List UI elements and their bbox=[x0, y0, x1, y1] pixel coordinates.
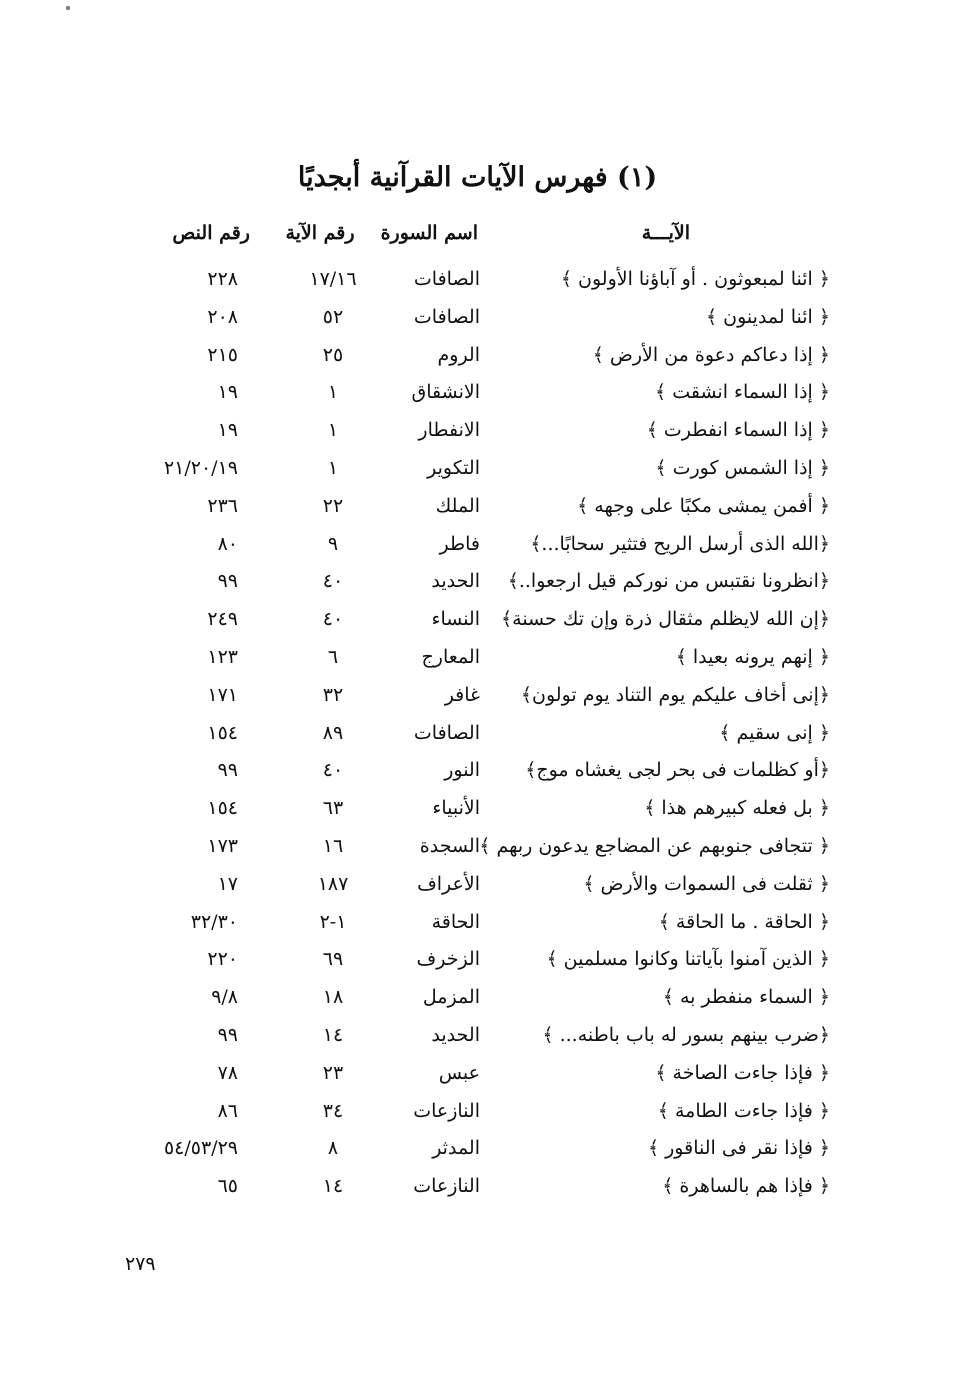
table-row bbox=[110, 1137, 830, 1175]
verse-cell: ﴿ فإذا هم بالساهرة ﴾ bbox=[662, 1175, 830, 1198]
verse-cell: ﴿إنى أخاف عليكم يوم التناد يوم تولون﴾ bbox=[520, 683, 830, 706]
table-body bbox=[110, 268, 830, 1213]
surah-cell: الصافات bbox=[413, 268, 480, 290]
text-number-cell: ٢٢٠ bbox=[207, 948, 238, 971]
text-number-cell: ٢٢٨ bbox=[207, 268, 238, 290]
table-row bbox=[110, 457, 830, 495]
table-row bbox=[110, 797, 830, 835]
ayah-number-cell: ٢٣ bbox=[322, 1061, 344, 1084]
text-number-cell: ١٩ bbox=[217, 381, 238, 404]
ayah-number-cell: ٢٢ bbox=[322, 494, 344, 517]
surah-cell: النازعات bbox=[413, 1175, 480, 1198]
table-row bbox=[110, 268, 830, 306]
verse-cell: ﴿ إذا دعاكم دعوة من الأرض ﴾ bbox=[592, 343, 830, 366]
verse-cell: ﴿ضرب بينهم بسور له باب باطنه... ﴾ bbox=[542, 1023, 830, 1046]
page-title: (١) فهرس الآيات القرآنية أبجديًا bbox=[297, 162, 658, 193]
surah-cell: الروم bbox=[437, 343, 480, 366]
table-header bbox=[110, 218, 830, 268]
verse-cell: ﴿ فإذا جاءت الطامة ﴾ bbox=[657, 1099, 830, 1122]
surah-cell: النور bbox=[444, 759, 480, 782]
table-row bbox=[110, 570, 830, 608]
text-number-cell: ٩/٨ bbox=[211, 986, 238, 1009]
surah-cell: الملك bbox=[435, 494, 480, 517]
table-row bbox=[110, 835, 830, 873]
text-number-cell: ٦٥ bbox=[217, 1175, 238, 1198]
table-row bbox=[110, 344, 830, 382]
ayah-number-cell: ٥٢ bbox=[322, 305, 344, 328]
header-verse: الآيـــة bbox=[641, 222, 690, 244]
scan-mark bbox=[66, 6, 70, 10]
verse-cell: ﴿ ثقلت فى السموات والأرض ﴾ bbox=[583, 872, 830, 895]
surah-cell: الحاقة bbox=[431, 910, 480, 933]
text-number-cell: ٨٦ bbox=[217, 1099, 238, 1122]
text-number-cell: ٢٠٨ bbox=[207, 305, 238, 328]
text-number-cell: ١٧٣ bbox=[207, 834, 238, 857]
table-row bbox=[110, 1062, 830, 1100]
surah-cell: الصافات bbox=[413, 721, 480, 744]
table-row bbox=[110, 381, 830, 419]
surah-cell: المدثر bbox=[432, 1137, 480, 1160]
table-row bbox=[110, 306, 830, 344]
header-text-number: رقم النص bbox=[172, 222, 250, 244]
surah-cell: عبس bbox=[438, 1061, 480, 1084]
text-number-cell: ٢١٥ bbox=[207, 343, 238, 366]
table-row bbox=[110, 1100, 830, 1138]
text-number-cell: ١٧١ bbox=[207, 683, 238, 706]
ayah-number-cell: ١ bbox=[327, 381, 339, 404]
text-number-cell: ٥٤/٥٣/٢٩ bbox=[163, 1137, 238, 1160]
surah-cell: الانفطار bbox=[418, 419, 480, 442]
table-row bbox=[110, 759, 830, 797]
table-row bbox=[110, 684, 830, 722]
ayah-number-cell: ٨ bbox=[327, 1137, 339, 1160]
table-row bbox=[110, 1175, 830, 1213]
surah-cell: المعارج bbox=[421, 645, 480, 668]
ayah-number-cell: ٤٠ bbox=[322, 759, 344, 782]
table-row bbox=[110, 873, 830, 911]
ayah-number-cell: ١٤ bbox=[322, 1175, 344, 1198]
verse-cell: ﴿ إذا السماء انشقت ﴾ bbox=[655, 381, 830, 404]
table-row bbox=[110, 1024, 830, 1062]
surah-cell: النازعات bbox=[413, 1099, 480, 1122]
ayah-number-cell: ١-٢ bbox=[319, 910, 347, 933]
verse-index-table bbox=[110, 218, 830, 1213]
surah-cell: الصافات bbox=[413, 305, 480, 328]
text-number-cell: ٩٩ bbox=[217, 1023, 238, 1046]
ayah-number-cell: ١ bbox=[327, 419, 339, 442]
table-row bbox=[110, 646, 830, 684]
ayah-number-cell: ١٦ bbox=[322, 834, 344, 857]
ayah-number-cell: ٤٠ bbox=[322, 608, 344, 631]
ayah-number-cell: ١٤ bbox=[322, 1023, 344, 1046]
surah-cell: الزخرف bbox=[416, 948, 480, 971]
ayah-number-cell: ٨٩ bbox=[322, 721, 344, 744]
surah-cell: النساء bbox=[431, 608, 480, 631]
text-number-cell: ٣٢/٣٠ bbox=[190, 910, 238, 933]
surah-cell: التكوير bbox=[427, 456, 480, 479]
surah-cell: الأنبياء bbox=[432, 797, 480, 820]
surah-cell: فاطر bbox=[439, 532, 480, 555]
verse-cell: ﴿أو كظلمات فى بحر لجى يغشاه موج﴾ bbox=[525, 759, 830, 782]
surah-cell: الانشقاق bbox=[411, 381, 480, 404]
ayah-number-cell: ١٨٧ bbox=[317, 872, 349, 895]
page-number: ٢٧٩ bbox=[125, 1253, 156, 1275]
table-row bbox=[110, 608, 830, 646]
ayah-number-cell: ١٨ bbox=[322, 986, 344, 1009]
surah-cell: المزمل bbox=[422, 986, 480, 1009]
text-number-cell: ٨٠ bbox=[217, 532, 238, 555]
text-number-cell: ١٢٣ bbox=[207, 645, 238, 668]
ayah-number-cell: ٦٣ bbox=[322, 797, 344, 820]
table-row bbox=[110, 495, 830, 533]
ayah-number-cell: ٩ bbox=[327, 532, 339, 555]
surah-cell: السجدة bbox=[419, 834, 480, 857]
text-number-cell: ١٩ bbox=[217, 419, 238, 442]
header-surah: اسم السورة bbox=[380, 222, 478, 244]
ayah-number-cell: ١٧/١٦ bbox=[309, 268, 357, 290]
table-row bbox=[110, 533, 830, 571]
verse-cell: ﴿ بل فعله كبيرهم هذا ﴾ bbox=[644, 797, 830, 820]
verse-cell: ﴿ السماء منفطر به ﴾ bbox=[662, 986, 830, 1009]
ayah-number-cell: ٢٥ bbox=[322, 343, 344, 366]
ayah-number-cell: ٣٢ bbox=[322, 683, 344, 706]
verse-cell: ﴿ الذين آمنوا بآياتنا وكانوا مسلمين ﴾ bbox=[546, 948, 830, 971]
ayah-number-cell: ١ bbox=[327, 456, 339, 479]
text-number-cell: ٢١/٢٠/١٩ bbox=[163, 456, 238, 479]
ayah-number-cell: ٤٠ bbox=[322, 570, 344, 593]
surah-cell: الحديد bbox=[431, 570, 480, 593]
text-number-cell: ٢٣٦ bbox=[207, 494, 238, 517]
surah-cell: غافر bbox=[444, 683, 480, 706]
text-number-cell: ٧٨ bbox=[217, 1061, 238, 1084]
surah-cell: الأعراف bbox=[417, 872, 480, 895]
text-number-cell: ٩٩ bbox=[217, 570, 238, 593]
ayah-number-cell: ٣٤ bbox=[322, 1099, 344, 1122]
verse-cell: ﴿ أفمن يمشى مكبًا على وجهه ﴾ bbox=[577, 494, 830, 517]
verse-cell: ﴿إن الله لايظلم مثقال ذرة وإن تك حسنة﴾ bbox=[501, 608, 830, 631]
verse-cell: ﴿ إنهم يرونه بعيدا ﴾ bbox=[675, 645, 830, 668]
verse-cell: ﴿ إذا الشمس كورت ﴾ bbox=[655, 456, 830, 479]
table-row bbox=[110, 986, 830, 1024]
table-row bbox=[110, 911, 830, 949]
text-number-cell: ١٧ bbox=[217, 872, 238, 895]
verse-cell: ﴿ تتجافى جنوبهم عن المضاجع يدعون ربهم ﴾ bbox=[479, 834, 830, 857]
text-number-cell: ١٥٤ bbox=[207, 721, 238, 744]
verse-cell: ﴿ إذا السماء انفطرت ﴾ bbox=[646, 419, 830, 442]
verse-cell: ﴿الله الذى أرسل الريح فتثير سحابًا...﴾ bbox=[530, 532, 830, 555]
table-row bbox=[110, 948, 830, 986]
ayah-number-cell: ٦ bbox=[327, 645, 339, 668]
text-number-cell: ١٥٤ bbox=[207, 797, 238, 820]
verse-cell: ﴿ فإذا جاءت الصاخة ﴾ bbox=[655, 1061, 830, 1084]
text-number-cell: ٩٩ bbox=[217, 759, 238, 782]
verse-cell: ﴿ فإذا نقر فى الناقور ﴾ bbox=[647, 1137, 830, 1160]
header-ayah-number: رقم الآية bbox=[285, 222, 355, 244]
verse-cell: ﴿ ائنا لمدينون ﴾ bbox=[705, 305, 830, 328]
verse-cell: ﴿ ائنا لمبعوثون . أو آباؤنا الأولون ﴾ bbox=[560, 268, 830, 290]
verse-cell: ﴿ الحاقة . ما الحاقة ﴾ bbox=[658, 910, 830, 933]
text-number-cell: ٢٤٩ bbox=[207, 608, 238, 631]
verse-cell: ﴿انظرونا نقتبس من نوركم قيل ارجعوا..﴾ bbox=[507, 570, 830, 593]
verse-cell: ﴿ إنى سقيم ﴾ bbox=[719, 721, 830, 744]
surah-cell: الحديد bbox=[431, 1023, 480, 1046]
table-row bbox=[110, 419, 830, 457]
ayah-number-cell: ٦٩ bbox=[322, 948, 344, 971]
table-row bbox=[110, 722, 830, 760]
